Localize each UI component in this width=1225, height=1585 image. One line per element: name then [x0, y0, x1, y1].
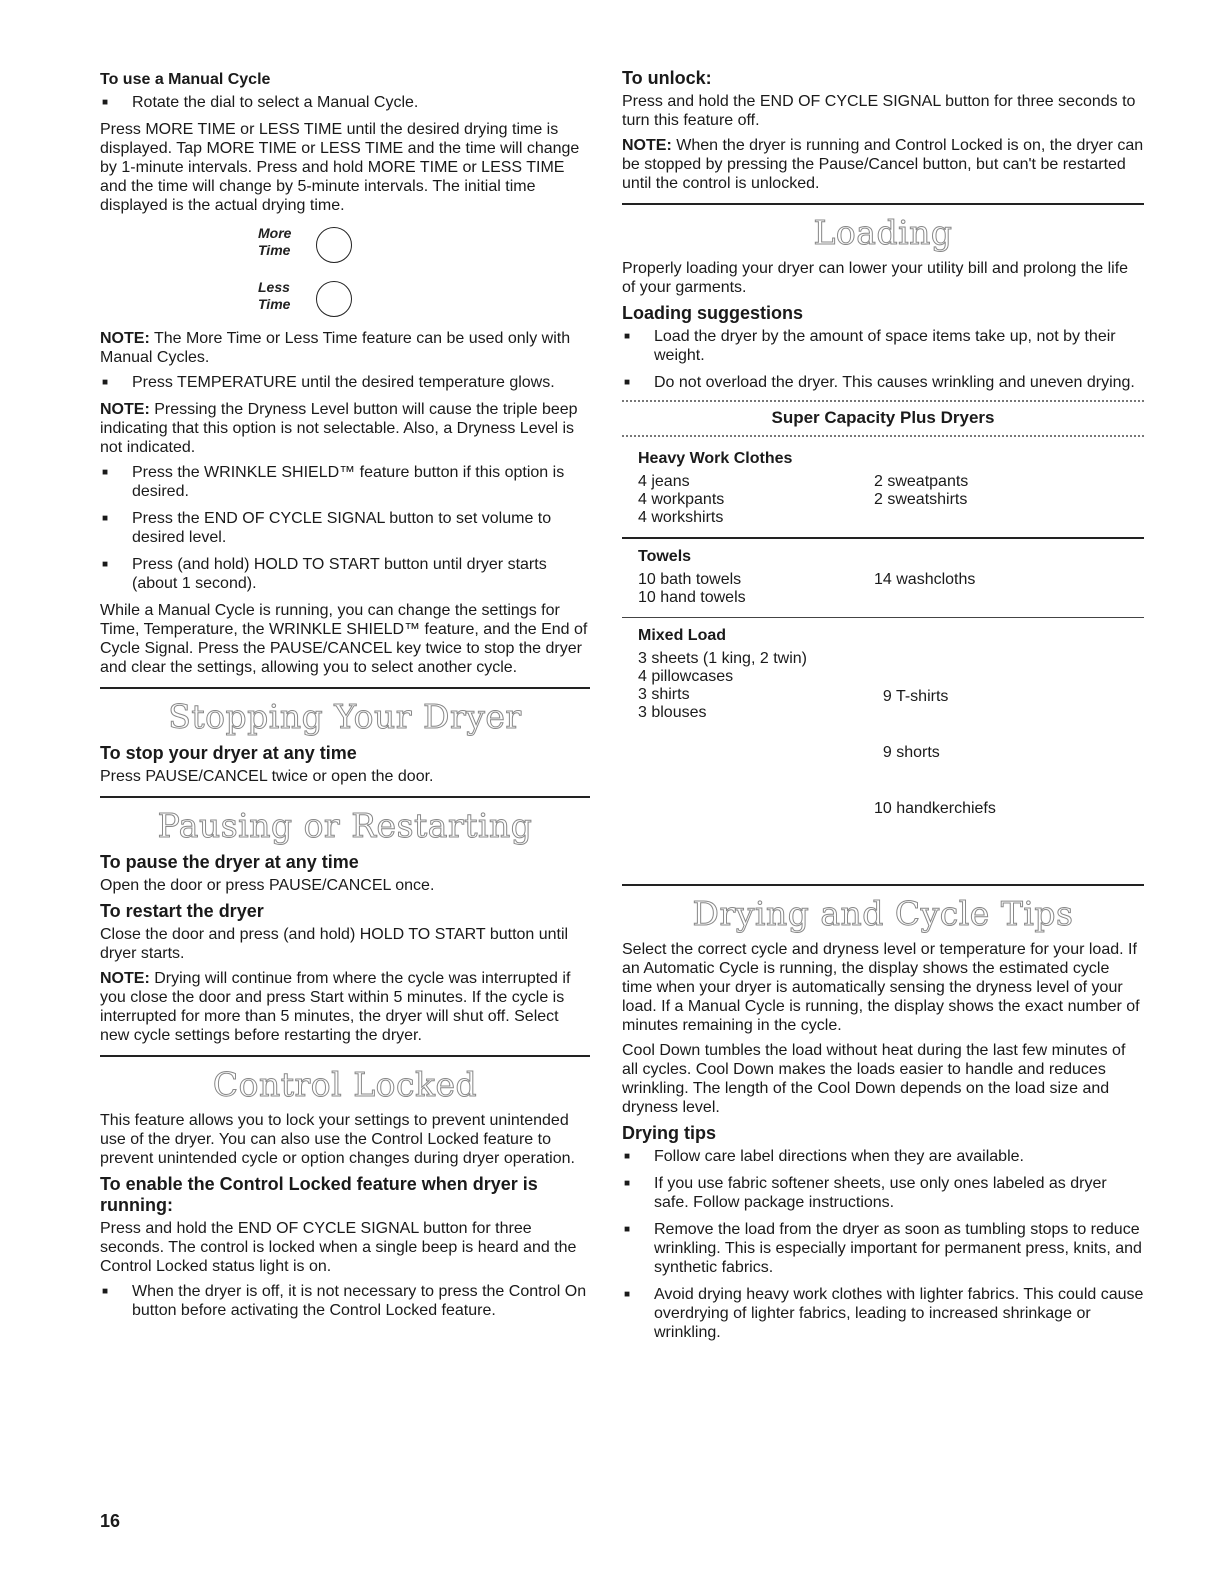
bullet-item: ■ Remove the load from the dryer as soon as tumbling stops to reduce wrinkling. This is especially important for permanent press, knits, and synthetic fabrics.: [624, 1221, 1142, 1276]
bullet-icon: ■: [102, 559, 109, 570]
bullet-item: ■ Rotate the dial to select a Manual Cycle.: [102, 94, 419, 111]
manual-cycle-paragraph: Press MORE TIME or LESS TIME until the desired drying time is displayed. Tap MORE TIME or LESS TIME and the time will change by 1-minute intervals. Press and hold MORE TIME or LESS TIME and the time will change by 5-minute intervals. The initial time displayed is the actual drying time.: [100, 121, 580, 214]
load-item: 4 workshirts: [638, 509, 724, 526]
bullet-icon: ■: [624, 1151, 631, 1162]
bullet-item: ■ Do not overload the dryer. This causes wrinkling and uneven drying.: [624, 374, 1135, 391]
load-item: 3 shirts: [638, 686, 690, 703]
enable-lock-heading: To enable the Control Locked feature when dryer is running:: [100, 1174, 538, 1215]
section-divider: [622, 884, 1144, 886]
stop-text: Press PAUSE/CANCEL twice or open the door.: [100, 768, 434, 785]
bullet-item: ■ Press TEMPERATURE until the desired temperature glows.: [102, 374, 555, 391]
load-group-heavy: [622, 441, 1144, 539]
more-time-button-graphic: More Time: [258, 221, 590, 269]
bullet-icon: ■: [624, 1224, 631, 1235]
restart-heading: To restart the dryer: [100, 901, 264, 921]
note-unlock: NOTE: When the dryer is running and Control Locked is on, the dryer can be stopped by pressing the Pause/Cancel button, but can't be restarted until the control is unlocked.: [622, 137, 1144, 192]
section-title-stopping: Stopping Your Dryer: [168, 697, 522, 736]
bullet-item: ■ Press the END OF CYCLE SIGNAL button to set volume to desired level.: [102, 510, 552, 546]
right-column: [622, 66, 1144, 1350]
left-column: [100, 66, 590, 1328]
tips-paragraph-1: Select the correct cycle and dryness level or temperature for your load. If an Automatic Cycle is running, the display shows the estimated cycle time when your dryer is automatically sensing the dryness level of your load. If a Manual Cycle is running, the display shows the exact number of minutes remaining in the cycle.: [622, 941, 1140, 1034]
note-dryness-level: NOTE: Pressing the Dryness Level button will cause the triple beep indicating that this option is not selectable. Also, a Dryness Level is not indicated.: [100, 401, 578, 456]
bullet-item: ■ Press the WRINKLE SHIELD™ feature button if this option is desired.: [102, 464, 565, 500]
circle-icon: [316, 281, 352, 317]
section-title-loading: Loading: [813, 213, 953, 252]
drying-tips-heading: Drying tips: [622, 1123, 717, 1143]
note-more-less-time: NOTE: The More Time or Less Time feature can be used only with Manual Cycles.: [100, 330, 571, 366]
load-item: 4 workpants: [638, 491, 725, 508]
bullet-icon: ■: [102, 513, 109, 524]
page-number: 16: [100, 1511, 121, 1531]
load-group-heading: Towels: [638, 548, 692, 565]
bullet-item: ■ Follow care label directions when they are available.: [624, 1148, 1024, 1165]
loading-paragraph: Properly loading your dryer can lower your utility bill and prolong the life of your garments.: [622, 260, 1129, 296]
dotted-divider: [622, 435, 1144, 437]
bullet-item: ■ If you use fabric softener sheets, use only ones labeled as dryer safe. Follow package instructions.: [624, 1175, 1107, 1211]
section-divider: [100, 796, 590, 798]
bullet-item: ■ Avoid drying heavy work clothes with lighter fabrics. This could cause overdrying of lighter fabrics, leading to increased shrinkage or wrinkling.: [624, 1286, 1144, 1341]
bullet-icon: ■: [102, 97, 109, 108]
stop-heading: To stop your dryer at any time: [100, 743, 357, 763]
less-time-button-graphic: Less Time: [258, 275, 590, 323]
bullet-icon: ■: [102, 1286, 109, 1297]
dotted-divider: [622, 400, 1144, 402]
section-title-drying-tips: Drying and Cycle Tips: [692, 894, 1074, 933]
circle-icon: [316, 227, 352, 263]
section-divider: [100, 1055, 590, 1057]
pause-text: Open the door or press PAUSE/CANCEL once.: [100, 877, 435, 894]
load-item: 10 bath towels: [638, 571, 742, 588]
bullet-item: ■ When the dryer is off, it is not necessary to press the Control On button before activating the Control Locked feature.: [102, 1283, 587, 1319]
enable-lock-text: Press and hold the END OF CYCLE SIGNAL button for three seconds. The control is locked when a single beep is heard and the Control Locked status light is on.: [100, 1220, 577, 1275]
bullet-icon: ■: [624, 377, 631, 388]
load-group-heading: Heavy Work Clothes: [638, 450, 793, 467]
unlock-heading: To unlock:: [622, 68, 712, 88]
bullet-item: ■ Press (and hold) HOLD TO START button until dryer starts (about 1 second).: [102, 556, 547, 592]
loading-suggestions-heading: Loading suggestions: [622, 303, 804, 323]
manual-cycle-end-paragraph: While a Manual Cycle is running, you can change the settings for Time, Temperature, the WRINKLE SHIELD™ feature, and the End of Cycle Signal. Press the PAUSE/CANCEL key twice to stop the dryer and clear the settings, allowing you to select another cycle.: [100, 602, 588, 676]
load-item: 10 handkerchiefs: [874, 800, 996, 817]
bullet-icon: ■: [624, 1289, 631, 1300]
note-restart: NOTE: Drying will continue from where the cycle was interrupted if you close the door and press Start within 5 minutes. If the cycle is interrupted for more than 5 minutes, the dryer will shut off. Select new cycle settings before restarting the dryer.: [100, 970, 571, 1044]
load-item: 2 sweatshirts: [874, 491, 968, 508]
load-group-mixed: [622, 618, 1144, 866]
unlock-text: Press and hold the END OF CYCLE SIGNAL button for three seconds to turn this feature off.: [622, 93, 1136, 129]
section-title-control-locked: Control Locked: [212, 1065, 478, 1104]
load-item: 9 T-shirts: [874, 688, 949, 705]
pause-heading: To pause the dryer at any time: [100, 852, 359, 872]
restart-text: Close the door and press (and hold) HOLD TO START button until dryer starts.: [100, 926, 569, 962]
section-title-pausing: Pausing or Restarting: [157, 806, 533, 845]
load-item: 3 sheets (1 king, 2 twin): [638, 650, 807, 667]
load-item: 9 shorts: [874, 744, 940, 761]
load-group-heading: Mixed Load: [638, 627, 727, 644]
load-item: 14 washcloths: [874, 571, 976, 588]
manual-cycle-heading: To use a Manual Cycle: [100, 71, 271, 88]
tips-paragraph-2: Cool Down tumbles the load without heat during the last few minutes of all cycles. Cool Down makes the loads easier to handle and reduces wrinkling. The length of the Cool Down depends on the load size and dryness level.: [622, 1042, 1126, 1116]
load-item: 4 jeans: [638, 473, 690, 490]
load-table-title: Super Capacity Plus Dryers: [771, 408, 995, 427]
load-item: 2 sweatpants: [874, 473, 969, 490]
load-item: 10 hand towels: [638, 589, 746, 606]
section-divider: [100, 687, 590, 689]
load-item: 4 pillowcases: [638, 668, 734, 685]
load-item: 3 blouses: [638, 704, 707, 721]
bullet-item: ■ Load the dryer by the amount of space items take up, not by their weight.: [624, 328, 1116, 364]
section-divider: [622, 203, 1144, 205]
bullet-icon: ■: [624, 331, 631, 342]
bullet-icon: ■: [102, 467, 109, 478]
bullet-icon: ■: [102, 377, 109, 388]
load-group-towels: [622, 539, 1144, 618]
control-locked-paragraph: This feature allows you to lock your settings to prevent unintended use of the dryer. You can also use the Control Locked feature to prevent unintended cycle or option changes during dryer operation.: [100, 1112, 575, 1167]
bullet-icon: ■: [624, 1178, 631, 1189]
